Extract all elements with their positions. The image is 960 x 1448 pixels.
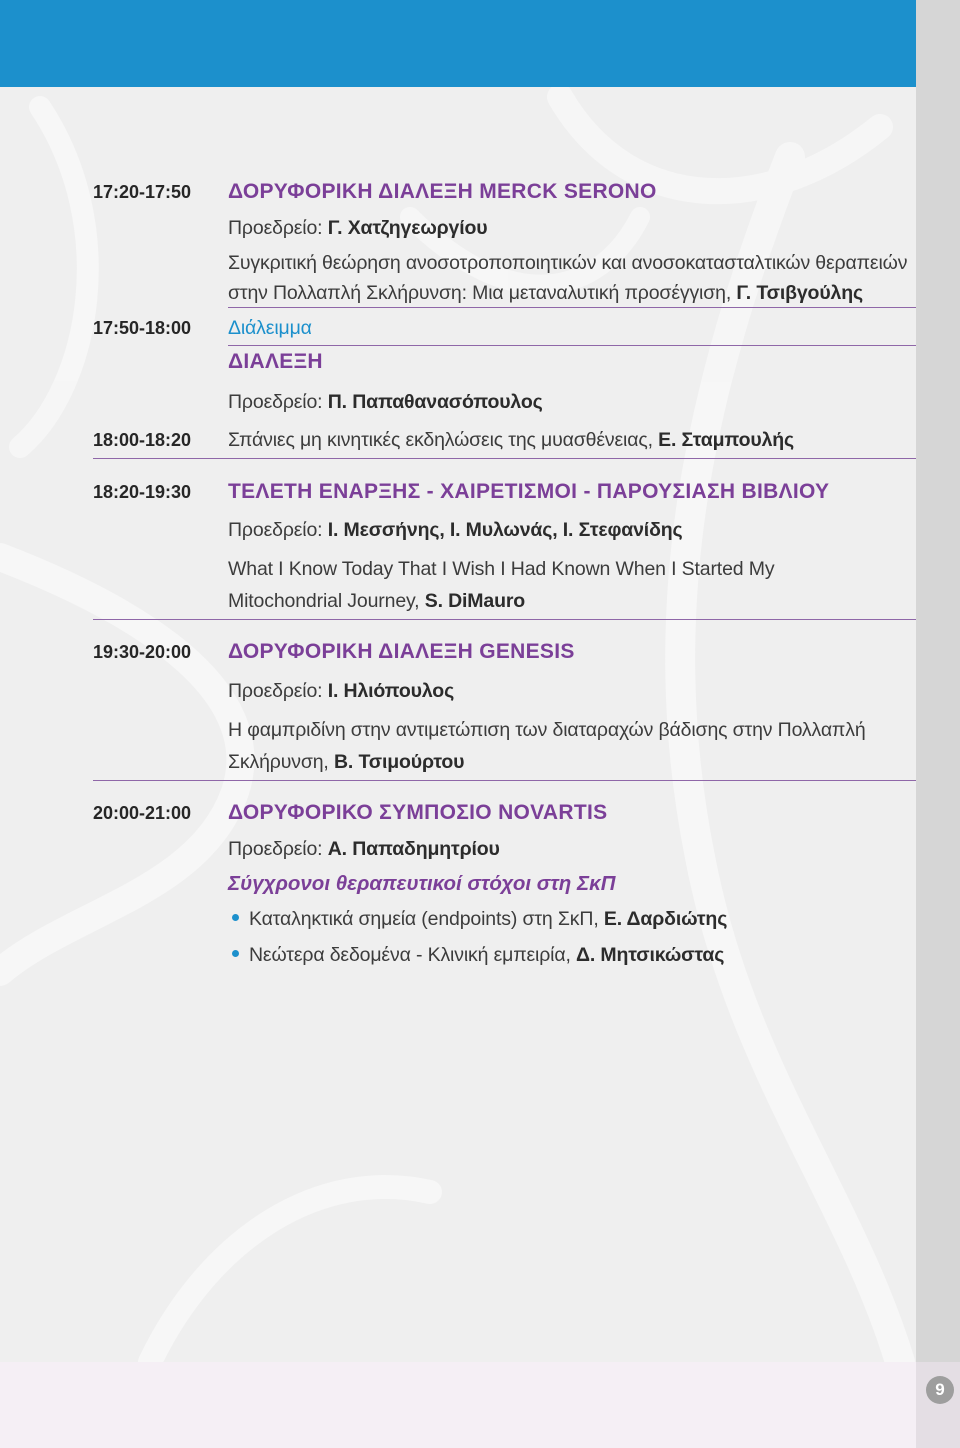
footer-color-band [0, 1362, 916, 1448]
talk-title-text: στην Πολλαπλή Σκλήρυνση: Μια μεταναλυτική προσέγγιση, [228, 282, 732, 304]
talk-title-line [228, 589, 525, 613]
session-title: ΔΟΡΥΦΟΡΙΚΟ ΣΥΜΠΟΣΙΟ NOVARTIS [228, 801, 608, 824]
session-time: 18:20-19:30 [93, 482, 192, 502]
speaker-name: Γ. Τσιβγούλης [736, 282, 863, 304]
talk-list-item [228, 907, 727, 931]
speaker-name: Ε. Σταμπουλής [658, 429, 795, 451]
chair-label: Προεδρείο: [228, 680, 323, 702]
talk-title-line: What I Know Today That I Wish I Had Known When I Started My [228, 558, 775, 580]
chair-line [228, 390, 543, 414]
session-time: 20:00-21:00 [93, 803, 192, 823]
break-label: Διάλειμμα [228, 317, 312, 339]
chair-names: Π. Παπαθανασόπουλος [327, 391, 543, 413]
session-title: ΤΕΛΕΤΗ ΕΝΑΡΞΗΣ - ΧΑΙΡΕΤΙΣΜΟΙ - ΠΑΡΟΥΣΙΑΣΗ ΒΙΒΛΙΟΥ [228, 480, 830, 503]
separator-line [93, 458, 916, 459]
chair-label: Προεδρείο: [228, 519, 323, 541]
chair-line [228, 216, 488, 240]
chair-label: Προεδρείο: [228, 838, 323, 860]
talk-title-text: Σπάνιες μη κινητικές εκδηλώσεις της μυασθένειας, [228, 429, 653, 451]
footer-side-strip [916, 1362, 960, 1448]
session-time: 17:20-17:50 [93, 182, 192, 202]
chair-line [228, 679, 454, 703]
chair-names: Α. Παπαδημητρίου [327, 838, 500, 860]
talk-title-line [228, 281, 863, 305]
talk-title-text: Mitochondrial Journey, [228, 590, 420, 612]
session-title: ΔΟΡΥΦΟΡΙΚΗ ΔΙΑΛΕΞΗ MERCK SERONO [228, 180, 657, 203]
talk-title-text: Νεώτερα δεδομένα - Κλινική εμπειρία, [249, 944, 571, 966]
bullet-icon [232, 914, 239, 921]
chair-names: Γ. Χατζηγεωργίου [327, 217, 488, 239]
speaker-name: Ε. Δαρδιώτης [603, 908, 728, 930]
separator-line [228, 345, 916, 346]
session-title: ΔΟΡΥΦΟΡΙΚΗ ΔΙΑΛΕΞΗ GENESIS [228, 640, 575, 663]
talk-title-line: Η φαμπριδίνη στην αντιμετώπιση των διαταραχών βάδισης στην Πολλαπλή [228, 719, 866, 741]
bullet-icon [232, 950, 239, 957]
speaker-name: Β. Τσιμούρτου [334, 751, 465, 773]
chair-line [228, 518, 683, 542]
session-time: 17:50-18:00 [93, 318, 192, 338]
separator-line [93, 780, 916, 781]
talk-title-line: Συγκριτική θεώρηση ανοσοτροποποιητικών και ανοσοκατασταλτικών θεραπειών [228, 252, 908, 274]
symposium-subtitle: Σύγχρονοι θεραπευτικοί στόχοι στη ΣκΠ [228, 872, 616, 895]
session-title: ΔΙΑΛΕΞΗ [228, 350, 323, 373]
side-margin-strip [916, 0, 960, 1362]
page-number-badge: 9 [926, 1376, 954, 1404]
session-time: 18:00-18:20 [93, 430, 192, 450]
talk-list-item [228, 943, 724, 967]
chair-names: Ι. Ηλιόπουλος [327, 680, 455, 702]
separator-line [93, 619, 916, 620]
speaker-name: Δ. Μητσικώστας [576, 944, 725, 966]
talk-title-text: Καταληκτικά σημεία (endpoints) στη ΣκΠ, [249, 908, 599, 930]
header-color-band [0, 0, 916, 87]
talk-title-line [228, 750, 464, 774]
chair-names: Ι. Μεσσήνης, Ι. Μυλωνάς, Ι. Στεφανίδης [327, 519, 683, 541]
chair-label: Προεδρείο: [228, 217, 323, 239]
chair-line [228, 837, 500, 861]
talk-title-text: Σκλήρυνση, [228, 751, 329, 773]
chair-label: Προεδρείο: [228, 391, 323, 413]
talk-title-line [228, 428, 794, 452]
separator-line [228, 307, 916, 308]
session-time: 19:30-20:00 [93, 642, 192, 662]
speaker-name: S. DiMauro [424, 590, 526, 612]
